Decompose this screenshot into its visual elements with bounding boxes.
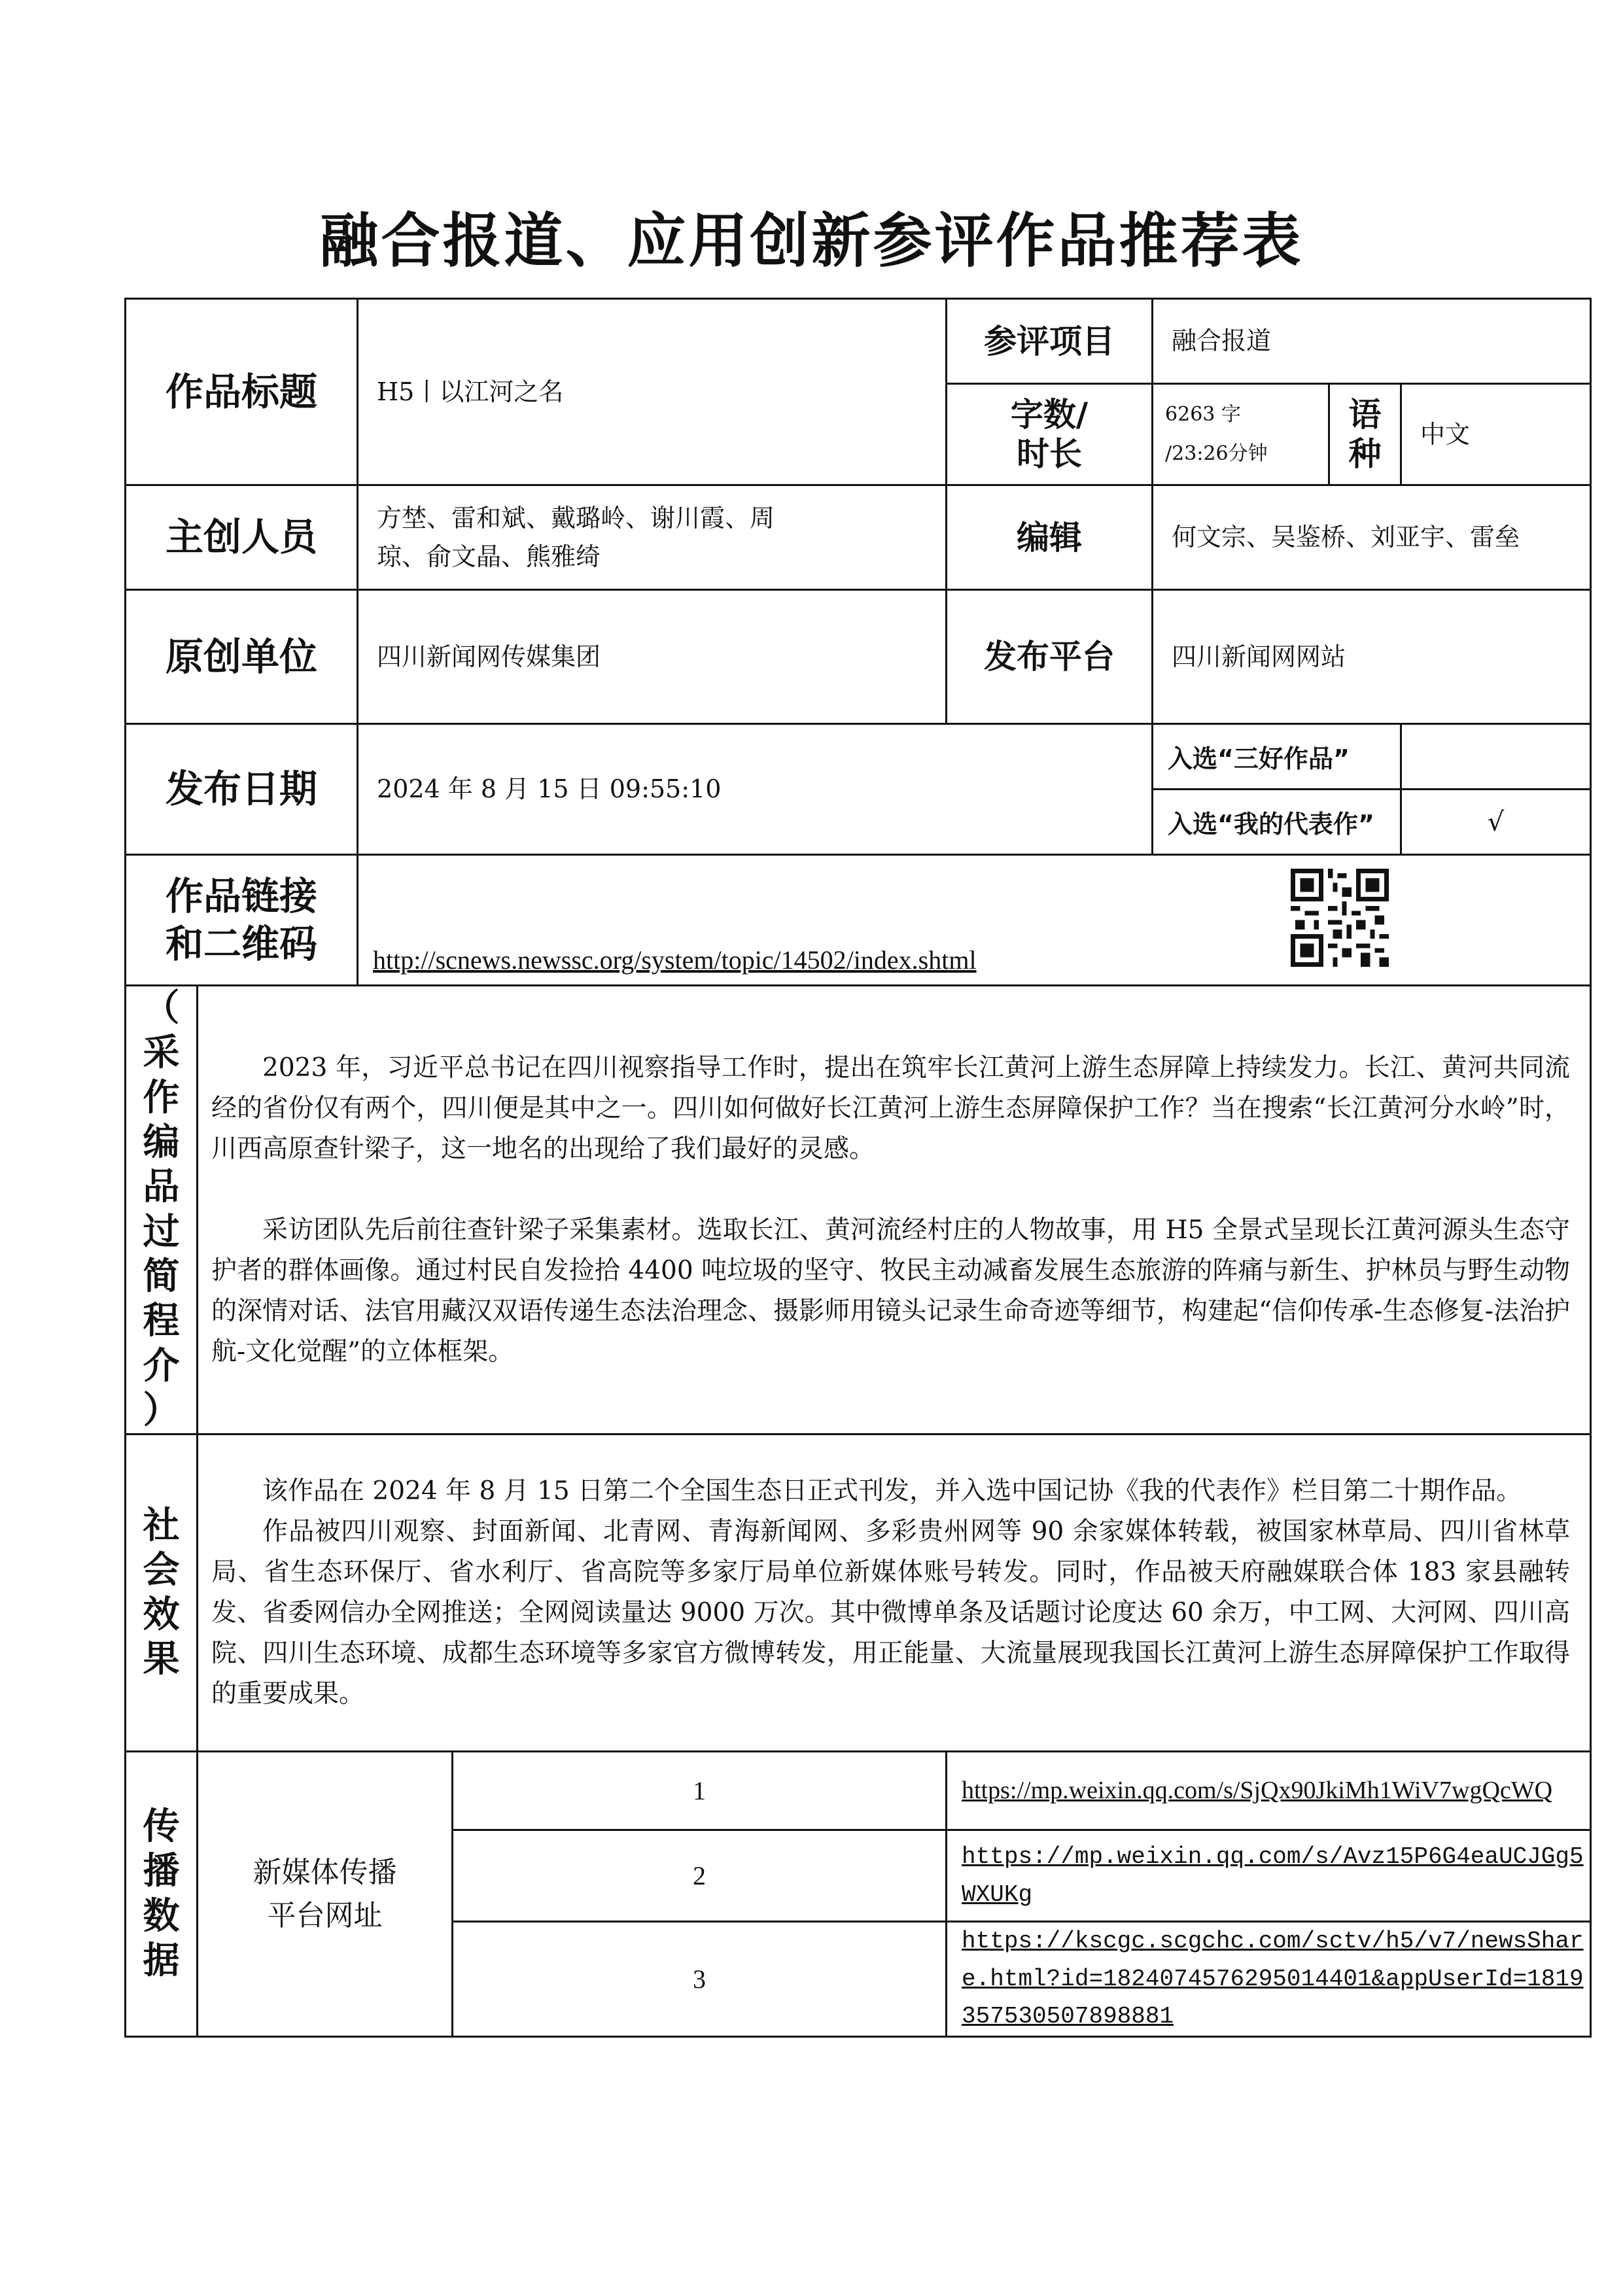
effect-label-char: 效 <box>143 1593 180 1637</box>
spread-label-char: 据 <box>143 1939 180 1982</box>
effect-label <box>126 1435 198 1752</box>
language-value: 中文 <box>1401 384 1591 485</box>
spread-label-char: 传 <box>143 1805 180 1848</box>
word-count-value-line1: 6263 字 <box>1165 403 1241 426</box>
qr-code-icon <box>1291 869 1389 967</box>
effect-text <box>198 1435 1591 1752</box>
link-label <box>126 855 358 986</box>
creators-label: 主创人员 <box>126 485 358 590</box>
process-label-char: 采作 <box>143 1032 180 1119</box>
publish-date-value: 2024 年 8 月 15 日 09:55:10 <box>358 724 1153 855</box>
effect-label-char: 社 <box>143 1504 180 1547</box>
organization-value: 四川新闻网传媒集团 <box>358 590 947 724</box>
category-label: 参评项目 <box>947 299 1153 384</box>
link-cell <box>358 855 1591 986</box>
spread-row-number: 3 <box>453 1922 947 2037</box>
platform-value: 四川新闻网网站 <box>1153 590 1591 724</box>
publish-date-label: 发布日期 <box>126 724 358 855</box>
word-count-value-line2: /23:26分钟 <box>1165 442 1268 465</box>
effect-paragraph: 该作品在 2024 年 8 月 15 日第二个全国生态日正式刊发，并入选中国记协《我的代表作》栏目第二十期作品。 <box>262 1476 1522 1506</box>
spread-platform-label <box>198 1752 453 2037</box>
process-label-char: 程介 <box>143 1300 180 1387</box>
process-label-char: 过简 <box>143 1210 180 1298</box>
spread-label <box>126 1752 198 2037</box>
my-representative-label: 入选“我的代表作” <box>1153 790 1401 855</box>
process-label-char: （ <box>143 987 180 1030</box>
word-count-label-line1: 字数/ <box>1010 396 1089 434</box>
spread-url[interactable]: https://mp.weixin.qq.com/s/SjQx90JkiMh1WiV7wgQcWQ <box>947 1752 1591 1830</box>
spread-row-number: 1 <box>453 1752 947 1830</box>
organization-label: 原创单位 <box>126 590 358 724</box>
spread-platform-line2: 平台网址 <box>267 1898 383 1932</box>
spread-platform-line1: 新媒体传播 <box>253 1855 397 1889</box>
process-label <box>126 986 198 1435</box>
effect-label-char: 会 <box>143 1548 180 1592</box>
process-text <box>198 986 1591 1435</box>
creators-value <box>358 485 947 590</box>
work-title-label: 作品标题 <box>126 299 358 485</box>
link-label-line1: 作品链接 <box>166 874 318 918</box>
language-label-line2: 种 <box>1348 435 1382 473</box>
effect-paragraph: 作品被四川观察、封面新闻、北青网、青海新闻网、多彩贵州网等 90 余家媒体转载，被国家林草局、四川省林草局、省生态环保厅、省水利厅、省高院等多家厅局单位新媒体账号转发。同时，作品被天府融媒联合体 183 家县融转发、省委网信办全网推送；全网阅读量达 9000 万次。其中微博单条及话题讨论度达 60 余万，中工网、大河网、四川高院、四川生态环境、成都生态环境等多家官方微博转发，用正能量、大流量展现我国长江黄河上游生态屏障保护工作取得的重要成果。 <box>211 1517 1571 1709</box>
work-link[interactable]: http://scnews.newssc.org/system/topic/14502/index.shtml <box>373 945 977 975</box>
my-representative-mark: √ <box>1401 790 1591 855</box>
platform-label: 发布平台 <box>947 590 1153 724</box>
word-count-value <box>1153 384 1329 485</box>
word-count-label-line2: 时长 <box>1017 435 1083 473</box>
process-paragraph: 2023 年，习近平总书记在四川视察指导工作时，提出在筑牢长江黄河上游生态屏障上持续发力。长江、黄河共同流经的省份仅有两个，四川便是其中之一。四川如何做好长江黄河上游生态屏障保护工作？当在搜索“长江黄河分水岭”时，川西高原查针梁子，这一地名的出现给了我们最好的灵感。 <box>211 1052 1571 1164</box>
creators-value-line1: 方埜、雷和斌、戴璐岭、谢川霞、周 <box>377 503 775 532</box>
process-label-char: ） <box>143 1389 180 1432</box>
spread-row-number: 2 <box>453 1830 947 1922</box>
word-count-label <box>947 384 1153 485</box>
page-title: 融合报道、应用创新参评作品推荐表 <box>319 207 1304 275</box>
spread-url[interactable]: https://mp.weixin.qq.com/s/Avz15P6G4eaUCJGg5WXUKg <box>947 1830 1591 1922</box>
spread-label-char: 数 <box>143 1894 180 1938</box>
language-label <box>1329 384 1401 485</box>
editors-label: 编辑 <box>947 485 1153 590</box>
spread-url[interactable]: https://kscgc.scgchc.com/sctv/h5/v7/newsShare.html?id=1824074576295014401&appUserId=1819357530507898881 <box>947 1922 1591 2037</box>
creators-value-line2: 琼、俞文晶、熊雅绮 <box>377 542 601 571</box>
process-paragraph: 采访团队先后前往查针梁子采集素材。选取长江、黄河流经村庄的人物故事，用 H5 全景式呈现长江黄河源头生态守护者的群体画像。通过村民自发捡拾 4400 吨垃圾的坚守、牧民主动减畜发展生态旅游的阵痛与新生、护林员与野生动物的深情对话、法官用藏汉双语传递生态法治理念、摄影师用镜头记录生命奇迹等细节，构建起“信仰传承-生态修复-法治护航-文化觉醒”的立体框架。 <box>211 1215 1571 1366</box>
link-label-line2: 和二维码 <box>166 921 318 966</box>
process-label-char: 编品 <box>143 1121 180 1209</box>
work-title-value: H5丨以江河之名 <box>358 299 947 485</box>
effect-label-char: 果 <box>143 1638 180 1681</box>
language-label-line1: 语 <box>1348 396 1382 434</box>
three-good-label: 入选“三好作品” <box>1153 724 1401 790</box>
category-value: 融合报道 <box>1153 299 1591 384</box>
editors-value: 何文宗、吴鉴桥、刘亚宇、雷垒 <box>1153 485 1591 590</box>
recommendation-form <box>124 298 1592 2038</box>
three-good-mark <box>1401 724 1591 790</box>
spread-label-char: 播 <box>143 1850 180 1893</box>
